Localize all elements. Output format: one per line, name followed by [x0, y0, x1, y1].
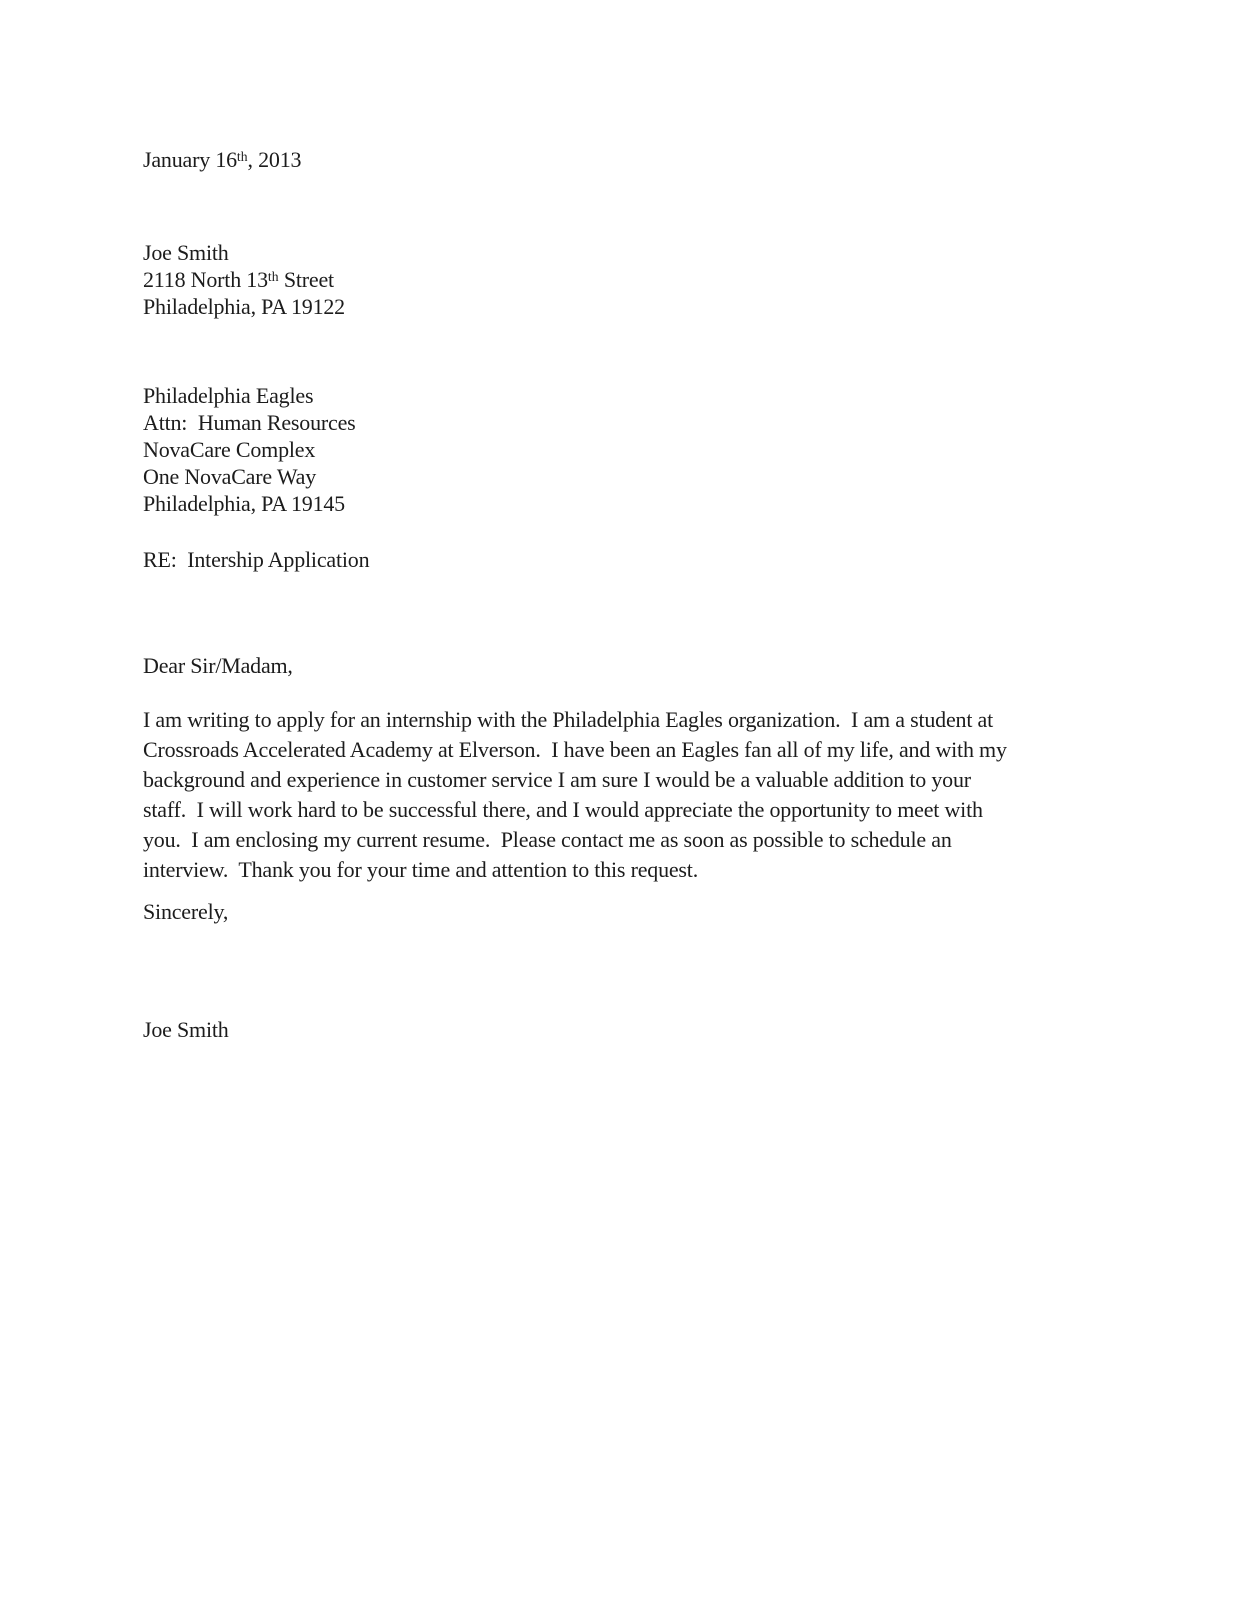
recipient-attn: Attn: Human Resources	[143, 410, 356, 435]
date-suffix: , 2013	[247, 147, 302, 172]
body-line: background and experience in customer service I am sure I would be a valuable addition to your	[143, 767, 971, 792]
recipient-city-line: Philadelphia, PA 19145	[143, 491, 345, 516]
body-line: interview. Thank you for your time and attention to this request.	[143, 857, 699, 882]
body-line: staff. I will work hard to be successful there, and I would appreciate the opportunity to meet with	[143, 797, 983, 822]
body-paragraph	[143, 705, 1097, 885]
salutation-text: Dear Sir/Madam,	[143, 653, 293, 678]
signature	[143, 1016, 1097, 1043]
date-text	[143, 146, 1097, 173]
recipient-address	[143, 382, 1097, 517]
subject-line	[143, 546, 1097, 573]
sender-city-line: Philadelphia, PA 19122	[143, 294, 345, 319]
sender-street-prefix: 2118 North 13	[143, 267, 268, 292]
date-ordinal-superscript: th	[236, 149, 248, 165]
street-ordinal-superscript: th	[267, 269, 279, 285]
recipient-street: One NovaCare Way	[143, 464, 317, 489]
closing	[143, 897, 1097, 927]
date-prefix: January 16	[143, 147, 237, 172]
closing-text: Sincerely,	[143, 899, 229, 924]
recipient-org: Philadelphia Eagles	[143, 383, 314, 408]
recipient-building: NovaCare Complex	[143, 437, 316, 462]
body-line: Crossroads Accelerated Academy at Elverson. I have been an Eagles fan all of my life, and with my	[143, 737, 1007, 762]
body-line: you. I am enclosing my current resume. Please contact me as soon as possible to schedule an	[143, 827, 952, 852]
sender-street	[143, 266, 1097, 293]
subject-text: RE: Intership Application	[143, 547, 370, 572]
body-line: I am writing to apply for an internship with the Philadelphia Eagles organization. I am a student at	[143, 707, 994, 732]
sender-street-suffix: Street	[278, 267, 334, 292]
salutation	[143, 651, 1097, 681]
sender-name: Joe Smith	[143, 240, 229, 265]
sender-address	[143, 239, 1097, 320]
signature-name: Joe Smith	[143, 1017, 229, 1042]
date-line	[143, 146, 1097, 173]
